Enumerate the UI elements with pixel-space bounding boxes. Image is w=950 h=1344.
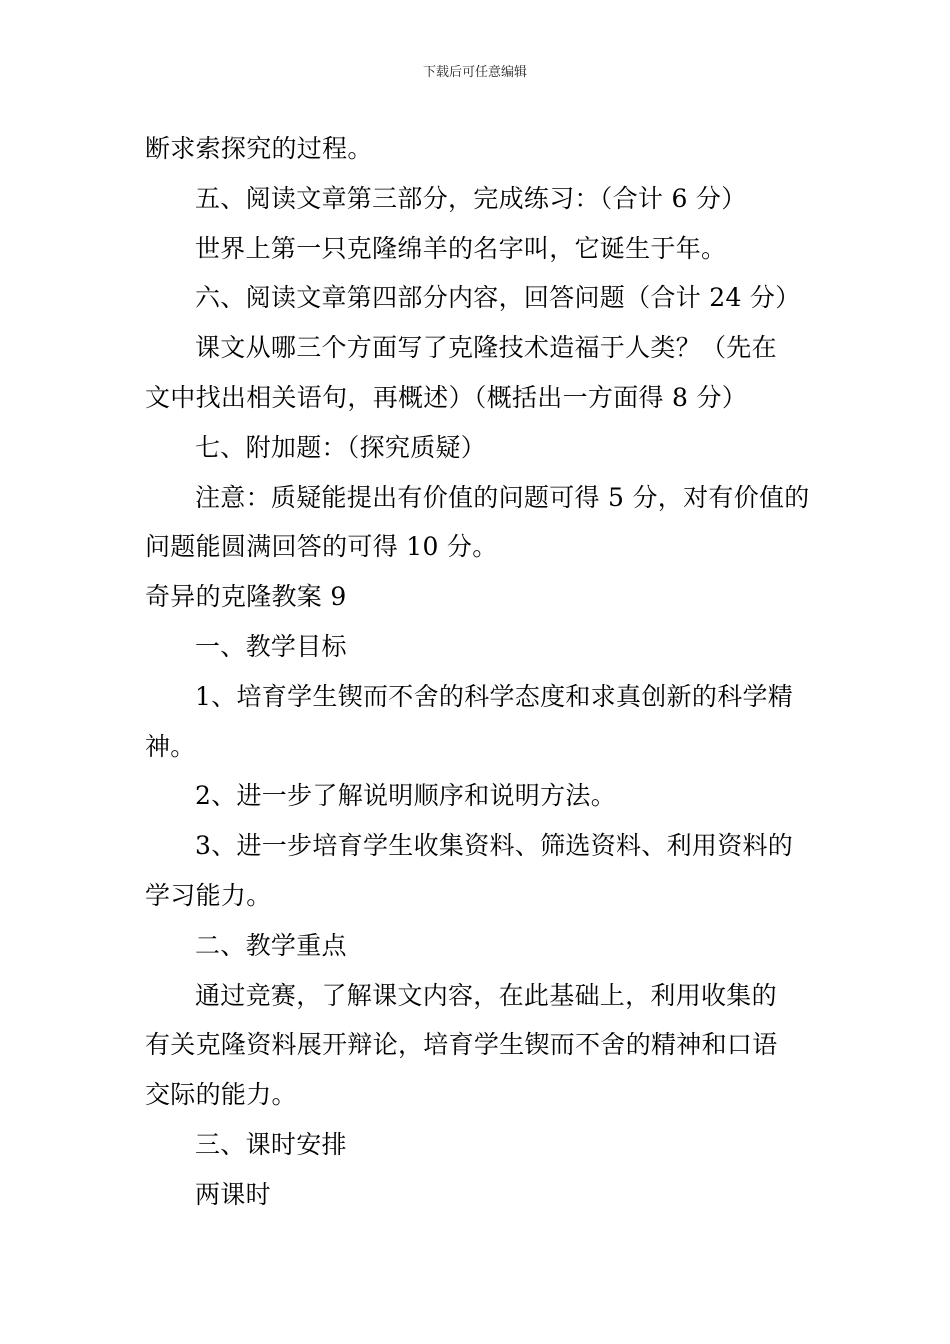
- text-line: 两课时: [195, 1179, 271, 1209]
- text-line: 注意：质疑能提出有价值的问题可得 5 分，对有价值的: [195, 482, 810, 512]
- text-line: 神。: [145, 731, 196, 761]
- section-heading: 二、教学重点: [195, 930, 347, 960]
- text-line: 五、阅读文章第三部分，完成练习：（合计 6 分）: [195, 183, 747, 213]
- text-line: 断求索探究的过程。: [145, 134, 373, 163]
- text-line: 学习能力。: [145, 880, 272, 910]
- text-line: 交际的能力。: [145, 1080, 297, 1110]
- text-line: 七、附加题：（探究质疑）: [195, 432, 487, 462]
- text-line: 世界上第一只克隆绵羊的名字叫，它诞生于年。: [195, 233, 727, 263]
- text-line: 课文从哪三个方面写了克隆技术造福于人类？（先在: [195, 333, 777, 363]
- section-title: 奇异的克隆教案 9: [145, 582, 347, 612]
- page-header: 下载后可任意编辑: [422, 65, 527, 80]
- text-line: 1、培育学生锲而不舍的科学态度和求真创新的科学精: [195, 681, 794, 711]
- text-line: 3、进一步培育学生收集资料、筛选资料、利用资料的: [195, 831, 794, 861]
- text-line: 六、阅读文章第四部分内容，回答问题（合计 24 分）: [195, 283, 801, 313]
- text-line: 文中找出相关语句，再概述）（概括出一方面得 8 分）: [145, 382, 748, 412]
- section-heading: 一、教学目标: [195, 631, 347, 661]
- text-line: 有关克隆资料展开辩论，培育学生锲而不舍的精神和口语: [145, 1030, 778, 1060]
- document-body: [145, 124, 810, 1220]
- text-line: 通过竞赛，了解课文内容，在此基础上，利用收集的: [195, 980, 777, 1010]
- text-line: 问题能圆满回答的可得 10 分。: [145, 532, 498, 562]
- text-line: 2、进一步了解说明顺序和说明方法。: [195, 781, 617, 811]
- section-heading: 三、课时安排: [195, 1129, 347, 1159]
